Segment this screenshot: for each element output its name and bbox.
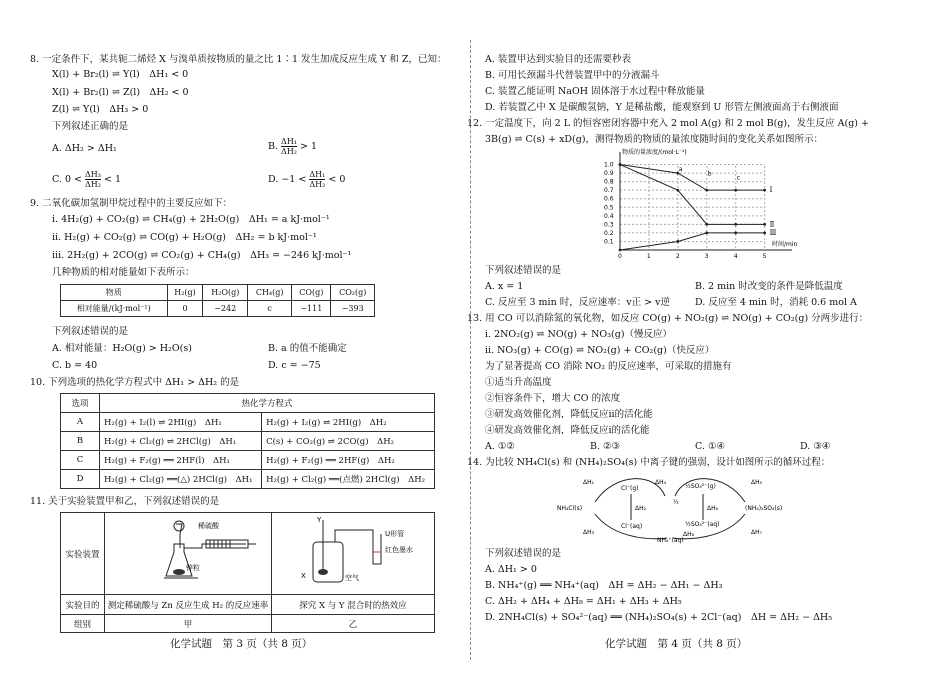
q10-stem: 10. 下列选项的热化学方程式中 ΔH₁ > ΔH₂ 的是 [30, 377, 240, 388]
q12-option-b[interactable]: B. 2 min 时改变的条件是降低温度 [695, 281, 843, 292]
q11-stem: 11. 关于实验装置甲和乙，下列叙述错误的是 [30, 496, 220, 507]
x-tick-label: 3 [704, 253, 709, 260]
q13-measure-4: ④研发高效催化剂，降低反应ⅰ的活化能 [485, 425, 650, 436]
q10-header-equation: 热化学方程式 [100, 394, 435, 413]
q14-option-a[interactable]: A. ΔH₁ > 0 [485, 564, 537, 575]
q14-option-b[interactable]: B. NH₄⁺(g) ══ NH₄⁺(aq) ΔH = ΔH₂ − ΔH₁ − ΔH₃ [485, 580, 723, 591]
q10-header-option: 选项 [61, 394, 100, 413]
apparatus-yi-diagram [273, 514, 433, 590]
chart-point-label: a [678, 166, 683, 174]
diagram-cl-aq: Cl⁻(aq) [621, 523, 643, 530]
q10-table-cell: D [61, 470, 100, 489]
q9-table-header: CO₂(g) [331, 285, 375, 301]
diagram-dh4: ΔH₄ [655, 479, 667, 486]
q11-row-group: 组别 [61, 615, 105, 633]
q9-table-cell: c [248, 301, 292, 317]
y-tick-label: 1.0 [604, 161, 614, 169]
q11-group-jia: 甲 [105, 615, 272, 633]
q10-table-cell: A [61, 413, 100, 432]
q10-table-cell: H₂(g) + Cl₂(g) ══(点燃) 2HCl(g) ΔH₂ [262, 470, 435, 489]
label-air: 空气 [345, 574, 359, 582]
q10-table-cell: B [61, 432, 100, 451]
q13-stem: 13. 用 CO 可以消除氮的氧化物，如反应 CO(g) + NO₂(g) ⇌ NO(g) + CO₂(g) 分两步进行： [467, 313, 869, 324]
diagram-dh8: ΔH₈ [683, 531, 695, 538]
q9-option-b[interactable]: B. a 的值不能确定 [268, 343, 347, 354]
q11-row-apparatus: 实验装置 [61, 513, 105, 595]
q9-table-header: CO(g) [292, 285, 331, 301]
y-tick-label: 0.2 [604, 229, 614, 237]
q9-table-header: CH₄(g) [248, 285, 292, 301]
q11-option-a[interactable]: A. 装置甲达到实验目的还需要秒表 [485, 54, 631, 65]
q8-ask: 下列叙述正确的是 [52, 121, 129, 132]
series-point [734, 232, 737, 235]
series-line-1 [620, 165, 765, 191]
q11-option-d[interactable]: D. 若装置乙中 X 是碳酸氢钠，Y 是稀盐酸，能观察到 U 形管左侧液面高于右侧液面 [485, 102, 839, 113]
y-tick-label: 0.1 [604, 238, 614, 246]
q9-reaction-2: ⅱ. H₂(g) + CO₂(g) ⇌ CO(g) + H₂O(g) ΔH₂ = b kJ·mol⁻¹ [52, 232, 317, 243]
q13-option-a[interactable]: A. ①② [485, 441, 515, 452]
series-label: Ⅱ [769, 220, 775, 229]
diagram-so4-aq: ½SO₄²⁻(aq) [685, 521, 720, 528]
q12-stem-line2: 3B(g) ⇌ C(s) + xD(g)，测得物质的物质的量浓度随时间的变化关系如图所示： [485, 134, 824, 145]
q9-option-c[interactable]: C. b = 40 [52, 360, 98, 371]
q8-eq3: Z(l) ⇌ Y(l) ΔH₃ > 0 [52, 104, 149, 115]
diagram-half: ½ [673, 499, 679, 506]
q14-cycle-diagram [555, 472, 785, 544]
q13-measure-2: ②恒容条件下，增大 CO 的浓度 [485, 393, 621, 404]
diagram-dh2: ΔH₂ [635, 505, 647, 512]
x-tick-label: 5 [762, 253, 767, 260]
q14-option-d[interactable]: D. 2NH₄Cl(s) + SO₄²⁻(aq) ══ (NH₄)₂SO₄(s) + 2Cl⁻(aq) ΔH = ΔH₂ − ΔH₅ [485, 612, 833, 623]
q9-energy-table [60, 284, 375, 317]
q9-table-cell: −111 [292, 301, 331, 317]
q13-option-b[interactable]: B. ②③ [590, 441, 621, 452]
series-point [676, 240, 679, 243]
q9-option-a[interactable]: A. 相对能量：H₂O(g) > H₂O(s) [52, 343, 192, 354]
q11-option-b[interactable]: B. 可用长颈漏斗代替装置甲中的分液漏斗 [485, 70, 660, 81]
series-label: Ⅲ [769, 228, 777, 237]
diagram-nh4-aq: NH₄⁺(aq) [657, 537, 684, 544]
q9-table-cell: 0 [167, 301, 203, 317]
q10-table-cell: H₂(g) + Cl₂(g) ══(△) 2HCl(g) ΔH₁ [100, 470, 262, 489]
series-point [705, 189, 708, 192]
y-tick-label: 0.4 [604, 212, 614, 220]
q9-table-cell: −393 [331, 301, 375, 317]
q9-option-d[interactable]: D. c = −75 [268, 360, 321, 371]
y-tick-label: 0.8 [604, 178, 614, 186]
y-tick-label: 0.9 [604, 170, 614, 178]
chart-point-label: b [707, 170, 712, 178]
x-tick-label: 1 [646, 253, 651, 260]
q9-table-cell: −242 [203, 301, 248, 317]
q9-table-cell: 相对能量/(kJ·mol⁻¹) [61, 301, 168, 317]
q8-option-c[interactable]: C. 0 < $\frac{\text{ΔH₃}}{\text{ΔH₂}}$ < 1 [52, 170, 122, 189]
q10-table-cell: C [61, 451, 100, 470]
diagram-dh3: ΔH₃ [583, 529, 595, 536]
q10-table-row [61, 451, 435, 470]
label-x: X [301, 572, 306, 580]
q8-stem: 8. 一定条件下，某共轭二烯烃 X 与溴单质按物质的量之比 1∶1 发生加成反应生成 Y 和 Z，已知： [30, 54, 447, 65]
q14-stem: 14. 为比较 NH₄Cl(s) 和 (NH₄)₂SO₄(s) 中离子键的强弱，设计如图所示的循环过程： [467, 457, 831, 468]
diagram-dh6: ΔH₆ [707, 505, 719, 512]
diagram-cl-gas: Cl⁻(g) [621, 485, 639, 492]
right-page-footer: 化学试题 第 4 页（共 8 页） [605, 638, 748, 650]
label-red-ink: 红色墨水 [385, 546, 413, 554]
diagram-dh1: ΔH₁ [583, 479, 595, 486]
q14-option-c[interactable]: C. ΔH₂ + ΔH₄ + ΔH₈ = ΔH₁ + ΔH₃ + ΔH₅ [485, 596, 682, 607]
q10-table-row [61, 413, 435, 432]
q11-purpose-yi: 探究 X 与 Y 混合时的热效应 [272, 595, 435, 615]
diagram-nh42so4-solid: (NH₄)₂SO₄(s) [745, 505, 783, 512]
q8-eq1: X(l) + Br₂(l) ⇌ Y(l) ΔH₁ < 0 [52, 69, 189, 80]
q10-table-cell: H₂(g) + I₂(g) ⇌ 2HI(g) ΔH₂ [262, 413, 435, 432]
q9-ask: 下列叙述错误的是 [52, 326, 129, 337]
series-point [763, 189, 766, 192]
diagram-dh7: ΔH₇ [751, 529, 763, 536]
q9-reaction-3: ⅲ. 2H₂(g) + 2CO(g) ⇌ CO₂(g) + CH₄(g) ΔH₃ = −246 kJ·mol⁻¹ [52, 250, 352, 261]
x-tick-label: 0 [618, 253, 622, 260]
q8-option-b[interactable]: B. $\frac{\text{ΔH₁}}{\text{ΔH₂}}$ > 1 [268, 137, 318, 156]
y-tick-label: 0.6 [604, 195, 614, 203]
q8-eq2: X(l) + Br₂(l) ⇌ Z(l) ΔH₂ < 0 [52, 87, 189, 98]
q11-row-purpose: 实验目的 [61, 595, 105, 615]
label-dilute-acid: 稀硫酸 [198, 522, 219, 530]
q9-note: 几种物质的相对能量如下表所示： [52, 267, 195, 278]
chart-ylabel: 物质的量浓度/(mol·L⁻¹) [622, 149, 687, 156]
q13-option-d[interactable]: D. ③④ [800, 441, 831, 452]
series-point [619, 249, 622, 252]
label-zinc: 锌粒 [186, 564, 200, 572]
q12-option-c[interactable]: C. 反应至 3 min 时，反应速率：v正 > v逆 [485, 297, 670, 308]
q13-step-1: ⅰ. 2NO₂(g) ⇌ NO(g) + NO₃(g)（慢反应） [485, 329, 673, 340]
series-point [705, 223, 708, 226]
q8-option-d[interactable]: D. −1 < $\frac{\text{ΔH₁}}{\text{ΔH₂}}$ < 0 [268, 170, 346, 189]
q10-table-cell: C(s) + CO₂(g) ⇌ 2CO(g) ΔH₂ [262, 432, 435, 451]
q11-apparatus-jia [105, 513, 272, 595]
series-point [763, 232, 766, 235]
q10-table-cell: H₂(g) + F₂(g) ══ 2HF(l) ΔH₁ [100, 451, 262, 470]
q9-reaction-1: ⅰ. 4H₂(g) + CO₂(g) ⇌ CH₄(g) + 2H₂O(g) ΔH₁ = a kJ·mol⁻¹ [52, 214, 330, 225]
series-point [676, 189, 679, 192]
q9-table-header: H₂(g) [167, 285, 203, 301]
q13-measure-1: ①适当升高温度 [485, 377, 552, 388]
y-tick-label: 0.3 [604, 221, 614, 229]
q10-table-cell: H₂(g) + Cl₂(g) ⇌ 2HCl(g) ΔH₁ [100, 432, 262, 451]
series-label: Ⅰ [769, 186, 773, 195]
q11-option-c[interactable]: C. 装置乙能证明 NaOH 固体溶于水过程中释放能量 [485, 86, 706, 97]
q9-table-header: H₂O(g) [203, 285, 248, 301]
q12-option-a[interactable]: A. x = 1 [485, 281, 524, 292]
q10-table-cell: H₂(g) + I₂(l) ⇌ 2HI(g) ΔH₁ [100, 413, 262, 432]
q14-ask: 下列叙述错误的是 [485, 548, 562, 559]
page-divider [470, 40, 471, 660]
x-tick-label: 4 [733, 253, 738, 260]
q13-measure-3: ③研发高效催化剂，降低反应ⅱ的活化能 [485, 409, 653, 420]
q12-option-d[interactable]: D. 反应至 4 min 时，消耗 0.6 mol A [695, 297, 857, 308]
apparatus-jia-diagram [106, 514, 270, 590]
q13-step-2: ⅱ. NO₃(g) + CO(g) ⇌ NO₂(g) + CO₂(g)（快反应） [485, 345, 715, 356]
y-tick-label: 0.7 [604, 187, 614, 195]
q8-option-a[interactable]: A. ΔH₂ > ΔH₁ [52, 143, 117, 154]
q11-table [60, 512, 435, 633]
series-point [705, 232, 708, 235]
label-y: Y [317, 516, 322, 524]
diagram-dh5: ΔH₅ [751, 479, 763, 486]
left-page-footer: 化学试题 第 3 页（共 8 页） [170, 638, 313, 650]
diagram-nh4cl-solid: NH₄Cl(s) [557, 505, 583, 512]
q10-table-row [61, 470, 435, 489]
q11-purpose-jia: 测定稀硫酸与 Zn 反应生成 H₂ 的反应速率 [105, 595, 272, 615]
series-point [734, 223, 737, 226]
label-u-tube: U形管 [385, 530, 405, 538]
q13-option-c[interactable]: C. ①④ [695, 441, 726, 452]
q10-table-row [61, 432, 435, 451]
series-point [619, 163, 622, 166]
series-point [763, 223, 766, 226]
q9-stem: 9. 二氧化碳加氢制甲烷过程中的主要反应如下： [30, 198, 233, 209]
q10-table-cell: H₂(g) + F₂(g) ══ 2HF(g) ΔH₂ [262, 451, 435, 470]
diagram-so4-gas: ½SO₄²⁻(g) [685, 483, 716, 490]
y-tick-label: 0.5 [604, 204, 614, 212]
q12-ask: 下列叙述错误的是 [485, 265, 562, 276]
x-tick-label: 2 [675, 253, 680, 260]
q11-apparatus-yi [272, 513, 435, 595]
q11-group-yi: 乙 [272, 615, 435, 633]
chart-xlabel: 时间/min [772, 241, 798, 248]
q12-stem-line1: 12. 一定温度下，向 2 L 的恒容密闭容器中充入 2 mol A(g) 和 2 mol B(g)，发生反应 A(g) + [467, 118, 869, 129]
q10-table [60, 393, 435, 489]
q12-concentration-chart [602, 148, 802, 260]
chart-point-label: c [736, 174, 741, 182]
series-point [734, 189, 737, 192]
q9-table-header: 物质 [61, 285, 168, 301]
q13-note: 为了显著提高 CO 消除 NO₂ 的反应速率，可采取的措施有 [485, 361, 732, 372]
